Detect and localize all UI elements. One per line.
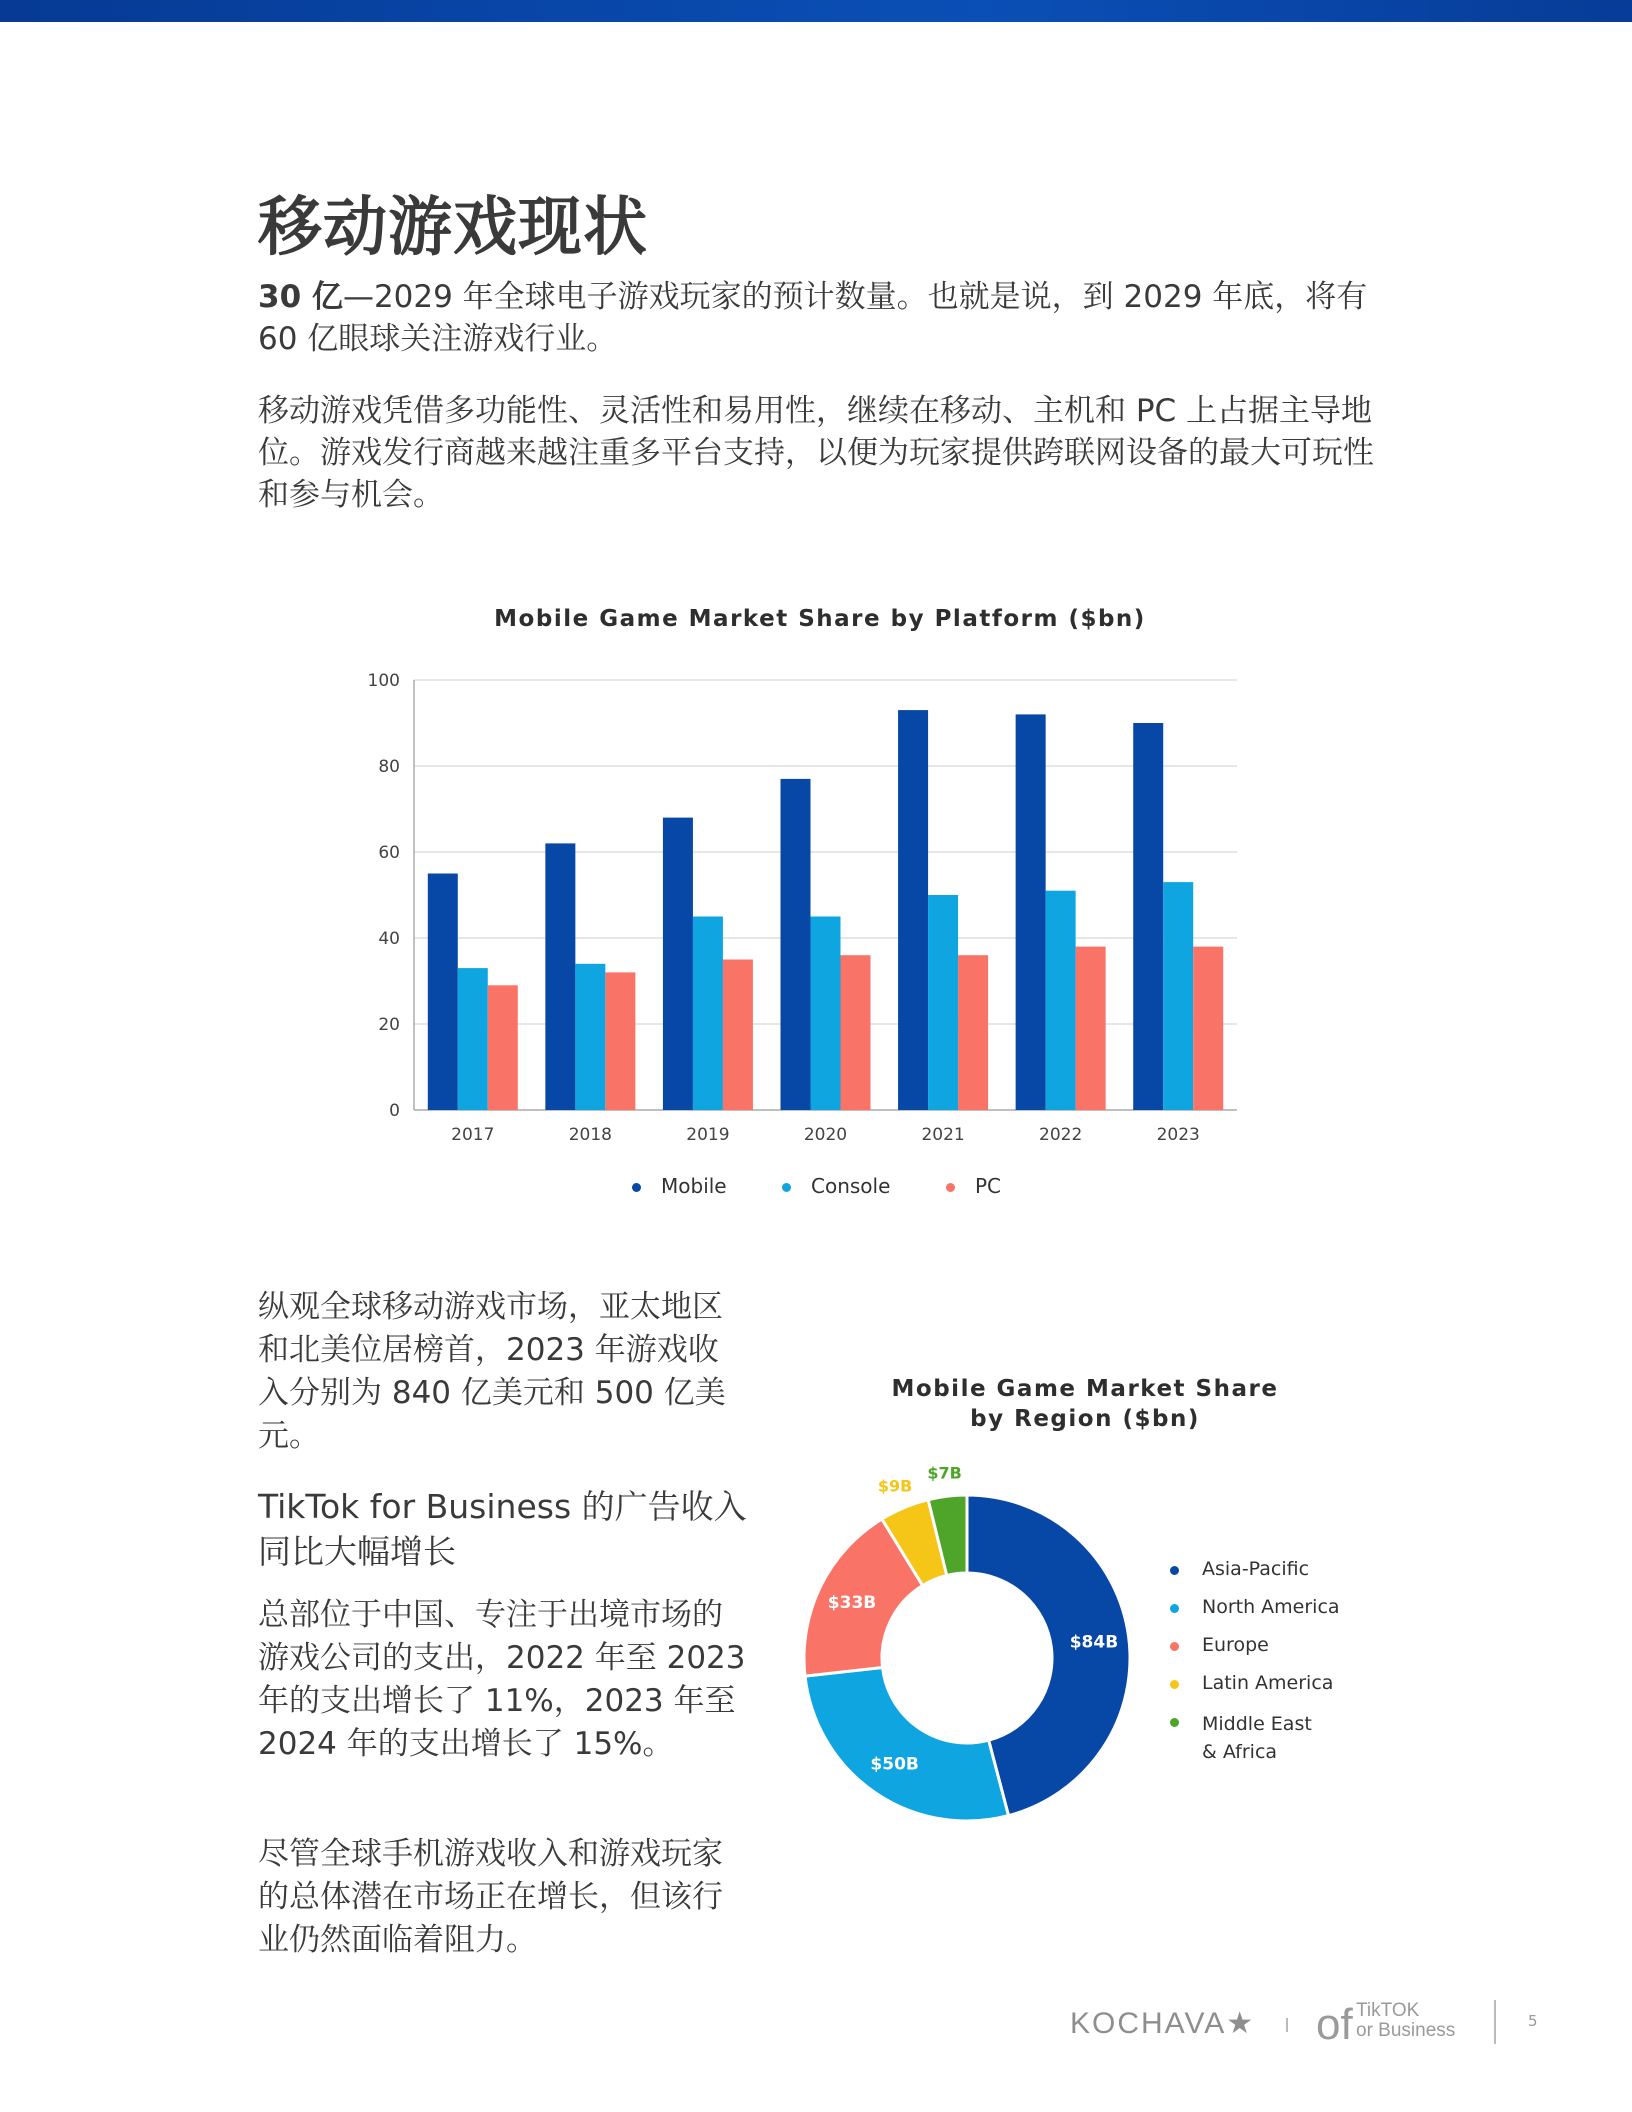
legend-label-latin-america: Latin America bbox=[1202, 1672, 1334, 1694]
bar-console-2018 bbox=[575, 964, 605, 1110]
x-tick-label: 2020 bbox=[803, 1125, 848, 1145]
legend-label-middle-east: Middle East bbox=[1202, 1713, 1312, 1735]
bar-console-2021 bbox=[928, 895, 958, 1110]
footer-divider-tall bbox=[1494, 2000, 1496, 2044]
legend-label-pc: PC bbox=[975, 1174, 1002, 1198]
x-tick-label: 2022 bbox=[1039, 1125, 1083, 1145]
region-paragraph: 纵观全球移动游戏市场，亚太地区和北美位居榜首，2023 年游戏收入分别为 840 亿美元和 500 亿美元。 bbox=[258, 1289, 726, 1454]
bar-pc-2021 bbox=[958, 955, 988, 1110]
x-tick-label: 2017 bbox=[451, 1125, 495, 1145]
x-tick-label: 2018 bbox=[568, 1125, 612, 1145]
bar-mobile-2018 bbox=[545, 843, 575, 1110]
bar-pc-2020 bbox=[841, 955, 871, 1110]
y-tick-label: 60 bbox=[378, 843, 400, 863]
donut-legend bbox=[1170, 1558, 1340, 1763]
platform-paragraph: 移动游戏凭借多功能性、灵活性和易用性，继续在移动、主机和 PC 上占据主导地位。游戏发行商越来越注重多平台支持，以便为玩家提供跨联网设备的最大可玩性和参与机会。 bbox=[258, 393, 1374, 513]
legend-dot-north-america bbox=[1170, 1604, 1179, 1613]
bar-mobile-2017 bbox=[428, 874, 458, 1111]
bar-mobile-2023 bbox=[1133, 723, 1163, 1110]
bar-console-2023 bbox=[1163, 882, 1193, 1110]
tiktok-logo-bottom-text: or Business bbox=[1356, 2020, 1456, 2041]
legend-item-pc bbox=[946, 1174, 1001, 1198]
intro-paragraph bbox=[258, 276, 1378, 360]
legend-item-europe bbox=[1170, 1634, 1340, 1672]
intro-text: —2029 年全球电子游戏玩家的预计数量。也就是说，到 2029 年底，将有 60 亿眼球关注游戏行业。 bbox=[258, 279, 1368, 357]
legend-dot-europe bbox=[1170, 1642, 1179, 1651]
bar-console-2017 bbox=[458, 968, 488, 1110]
donut-chart-title bbox=[855, 1374, 1315, 1434]
donut-value-label: $84B bbox=[1069, 1632, 1119, 1653]
y-tick-label: 80 bbox=[378, 757, 400, 777]
tiktok-subheading: TikTok for Business 的广告收入同比大幅增长 bbox=[258, 1487, 747, 1571]
y-tick-label: 20 bbox=[378, 1015, 400, 1035]
platform-bar-chart bbox=[340, 660, 1260, 1160]
legend-item-latin-america bbox=[1170, 1672, 1340, 1710]
legend-label-mobile: Mobile bbox=[661, 1174, 727, 1198]
legend-dot-mobile bbox=[632, 1183, 641, 1192]
donut-value-label: $33B bbox=[827, 1592, 877, 1613]
y-tick-label: 0 bbox=[389, 1101, 400, 1121]
donut-slice-north-america bbox=[805, 1667, 1008, 1821]
intro-highlight: 30 亿 bbox=[258, 279, 343, 315]
bar-mobile-2019 bbox=[663, 818, 693, 1110]
bar-console-2020 bbox=[811, 917, 841, 1111]
tiktok-logo-top-text: TikTOK bbox=[1356, 2000, 1420, 2021]
bar-chart-title: Mobile Game Market Share by Platform ($bn) bbox=[494, 606, 1146, 632]
legend-dot-console bbox=[782, 1183, 791, 1192]
donut-value-label: $9B bbox=[877, 1476, 913, 1496]
donut-value-label: $50B bbox=[870, 1754, 919, 1775]
bar-mobile-2022 bbox=[1016, 714, 1046, 1110]
legend-item-mobile bbox=[632, 1174, 727, 1198]
region-donut-chart bbox=[790, 1460, 1150, 1840]
x-tick-label: 2021 bbox=[921, 1125, 965, 1145]
bar-console-2019 bbox=[693, 917, 723, 1111]
bar-pc-2017 bbox=[488, 985, 518, 1110]
bar-pc-2019 bbox=[723, 960, 753, 1111]
top-accent-bar bbox=[0, 0, 1632, 22]
legend-label-europe: Europe bbox=[1202, 1634, 1269, 1656]
bar-pc-2018 bbox=[605, 972, 635, 1110]
legend-item-north-america bbox=[1170, 1596, 1340, 1634]
x-tick-label: 2023 bbox=[1156, 1125, 1200, 1145]
page-title: 移动游戏现状 bbox=[258, 191, 648, 265]
tiktok-for-business-logo bbox=[1316, 1998, 1476, 2048]
tiktok-logo-mark: of bbox=[1316, 2000, 1353, 2049]
bar-pc-2022 bbox=[1076, 947, 1106, 1110]
bar-pc-2023 bbox=[1193, 947, 1223, 1110]
donut-title-line-1: Mobile Game Market Share bbox=[891, 1376, 1279, 1402]
legend-label-asia-pacific: Asia-Pacific bbox=[1202, 1558, 1310, 1580]
bar-console-2022 bbox=[1046, 891, 1076, 1110]
legend-item-middle-east-africa bbox=[1170, 1710, 1340, 1763]
x-tick-label: 2019 bbox=[686, 1125, 730, 1145]
legend-dot-asia-pacific bbox=[1170, 1566, 1179, 1575]
legend-label-north-america: North America bbox=[1202, 1596, 1340, 1618]
page-number: 5 bbox=[1528, 2012, 1538, 2030]
legend-item-console bbox=[782, 1174, 890, 1198]
kochava-logo: KOCHAVA★ bbox=[1070, 2007, 1256, 2040]
legend-dot-latin-america bbox=[1170, 1680, 1179, 1689]
legend-item-asia-pacific bbox=[1170, 1558, 1340, 1596]
legend-label-africa: & Africa bbox=[1202, 1741, 1278, 1763]
y-tick-label: 100 bbox=[367, 671, 400, 691]
legend-label-console: Console bbox=[811, 1174, 891, 1198]
footer-divider-small bbox=[1286, 2018, 1288, 2032]
donut-title-line-2: by Region ($bn) bbox=[970, 1406, 1200, 1432]
bar-mobile-2021 bbox=[898, 710, 928, 1110]
headwinds-paragraph: 尽管全球手机游戏收入和游戏玩家的总体潜在市场正在增长，但该行业仍然面临着阻力。 bbox=[258, 1836, 723, 1958]
bar-mobile-2020 bbox=[781, 779, 811, 1110]
y-tick-label: 40 bbox=[378, 929, 400, 949]
legend-dot-middle-east-africa bbox=[1170, 1718, 1179, 1727]
donut-value-label: $7B bbox=[927, 1463, 962, 1483]
spend-paragraph: 总部位于中国、专注于出境市场的游戏公司的支出，2022 年至 2023 年的支出增长了 11%，2023 年至 2024 年的支出增长了 15%。 bbox=[258, 1597, 746, 1762]
legend-dot-pc bbox=[946, 1183, 955, 1192]
